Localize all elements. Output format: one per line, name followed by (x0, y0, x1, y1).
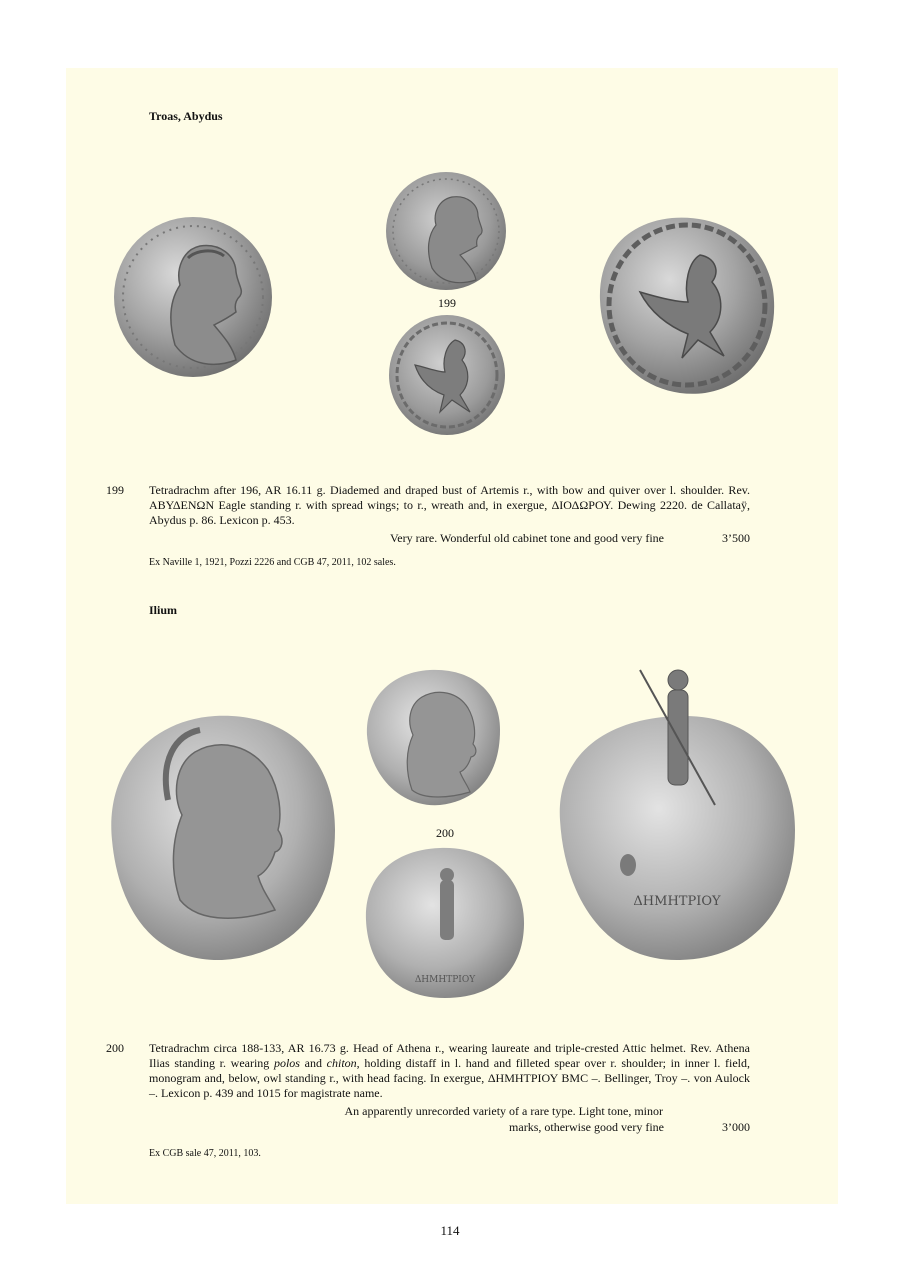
coin-200-reverse-small (366, 848, 524, 998)
lot-provenance-199: Ex Naville 1, 1921, Pozzi 2226 and CGB 47, 2011, 102 sales. (149, 557, 396, 568)
lot-200-desc-part-b: and (299, 1056, 327, 1070)
lot-number-200: 200 (106, 1041, 124, 1055)
section-heading-troas-abydus: Troas, Abydus (149, 109, 223, 123)
lot-price-200: 3’000 (722, 1120, 750, 1134)
lot-condition-200-line-2: marks, otherwise good very fine (509, 1120, 664, 1134)
coin-label-200: 200 (436, 826, 454, 840)
page-number: 114 (440, 1223, 460, 1238)
lot-provenance-200: Ex CGB sale 47, 2011, 103. (149, 1148, 261, 1159)
lot-200-desc-part-c: , holding distaff in l. hand and filleted spear over r. shoulder; in inner l. field, monogram and, below, owl standing r., with head facing. In exergue, ΔΗΜΗΤΡΙΟΥ BMC –. Bellinger, Troy –. von Aulock –. Lexicon p. 439 and 1015 for magistrate name. (149, 1056, 750, 1100)
lot-condition-199: Very rare. Wonderful old cabinet tone and good very fine (389, 531, 664, 545)
coin-label-199: 199 (438, 296, 456, 310)
section-heading-ilium: Ilium (149, 603, 178, 617)
lot-200-desc-italic-polos: polos (273, 1056, 300, 1070)
lot-description-200 (149, 1041, 750, 1101)
coin-200-obverse-large (111, 716, 335, 960)
lot-price-199: 3’500 (722, 531, 750, 545)
coin-200-obverse-small (367, 670, 500, 805)
lot-condition-200-line-1: An apparently unrecorded variety of a rare type. Light tone, minor (344, 1104, 663, 1118)
lot-200-desc-italic-chiton: chiton (326, 1056, 357, 1070)
lot-number-199: 199 (106, 483, 124, 497)
coin-200-large-reverse-legend-bottom: ΔΗΜΗΤΡΙΟΥ (633, 894, 721, 909)
lot-description-199: Tetradrachm after 196, AR 16.11 g. Diademed and draped bust of Artemis r., with bow and quiver over l. shoulder. Rev. ΑΒΥΔΕΝΩΝ Eagle standing r. with spread wings; to r., wreath and, in exergue, ΔΙΟΔΩΡΟΥ. Dewing 2220. de Callataÿ, Abydus p. 86. Lexicon p. 453. (149, 483, 750, 527)
lot-200-desc-part-a: Tetradrachm circa 188-133, AR 16.73 g. Head of Athena r., wearing laureate and triple-crested Attic helmet. Rev. Athena Ilias standing r. wearing (149, 1041, 750, 1070)
coin-200-reverse-large (560, 670, 795, 960)
coin-200-small-reverse-legend: ΔΗΜΗΤΡΙΟΥ (414, 975, 476, 985)
